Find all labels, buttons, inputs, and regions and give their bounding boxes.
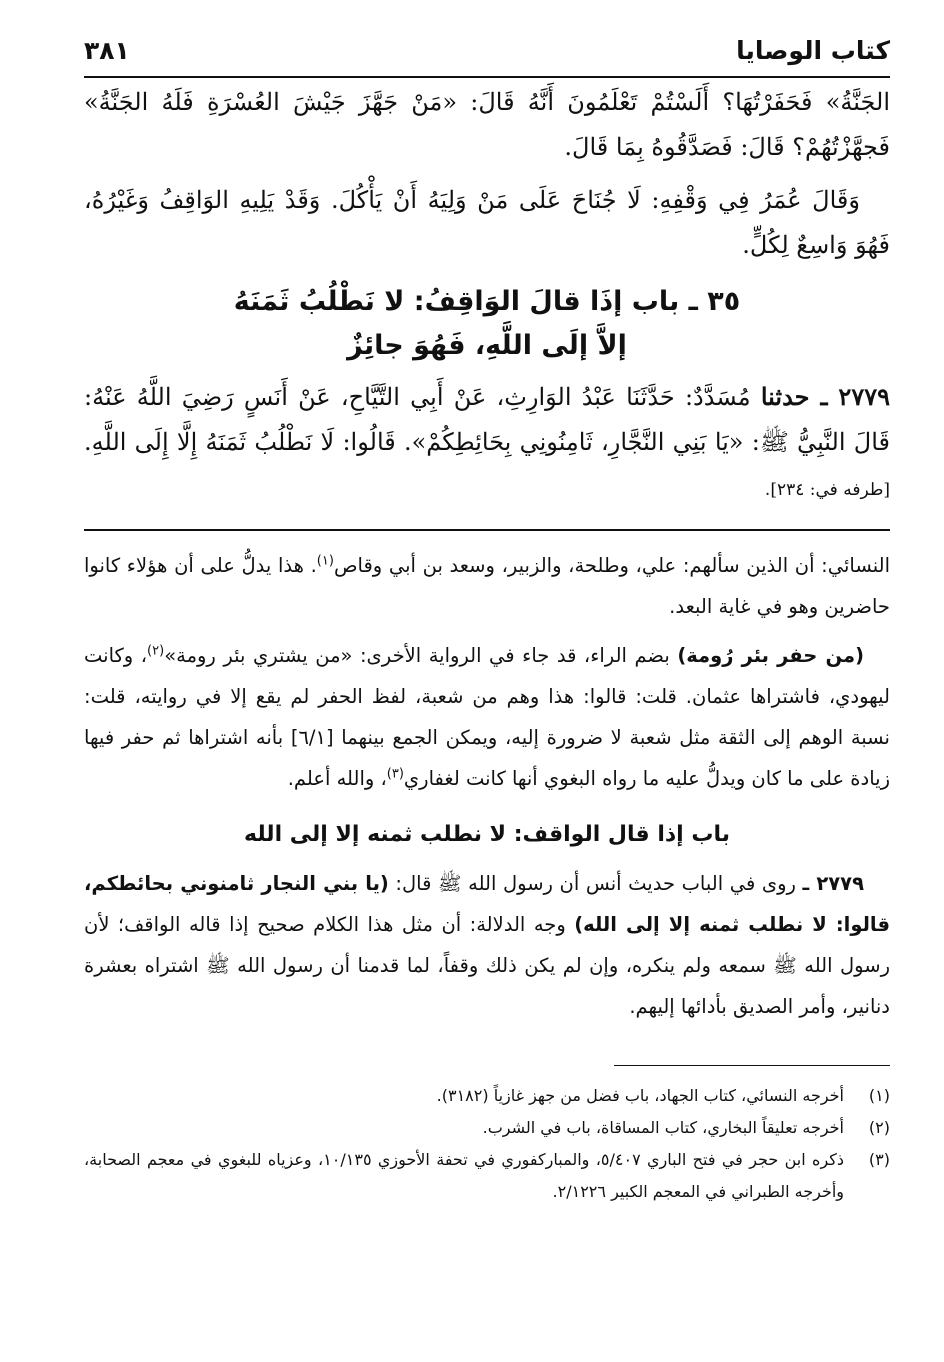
commentary-text: وجه الدلالة: أن مثل هذا الكلام صحيح إذا قاله الواقف؛ لأن رسول الله ﷺ سمعه ولم ينكره، وإن لم يكن ذلك وقفاً، لما قدمنا أن رسول الله ﷺ اشتراه بعشرة دنانير، وأمر الصديق بأدائها إليهم.: [84, 913, 890, 1018]
hadith-paragraph: [84, 374, 890, 513]
footnotes: [84, 1080, 890, 1208]
commentary-text: ، وكانت ليهودي، فاشتراها عثمان. قلت: قالوا: هذا وهم من شعبة، لفظ الحفر لم يقع إلا في روايته، قلت: نسبة الوهم إلى الثقة مثل شعبة لا ضرورة إليه، ويمكن الجمع بينهما [٦/١] بأنه اشتراها ثم حفر فيها زيادة على ما كان ويدلُّ عليه ما رواه البغوي أنها كانت لغفاري: [84, 644, 890, 790]
book-title: كتاب الوصايا: [736, 36, 890, 65]
commentary-bold-phrase: (من حفر بئر رُومة): [677, 644, 864, 667]
hadith-cross-ref: [طرفه في: ٢٣٤].: [764, 480, 890, 500]
footnote-number: (١): [868, 1086, 890, 1105]
hadith-text: مُسَدَّدٌ: حَدَّثَنَا عَبْدُ الوَارِثِ، عَنْ أَبِي التَّيَّاحِ، عَنْ أَنَسٍ رَضِيَ اللَّهُ عَنْهُ: قَالَ النَّبِيُّ ﷺ: «يَا بَنِي النَّجَّارِ، ثَامِنُونِي بِحَائِطِكُمْ». قَالُوا: لَا نَطْلُبُ ثَمَنَهُ إِلَّا إِلَى اللَّهِ.: [84, 383, 890, 456]
footnote-divider: [614, 1065, 890, 1066]
footnote-ref-3[interactable]: (٣): [386, 766, 404, 782]
commentary-paragraph-2: [84, 635, 890, 799]
commentary-text: . هذا يدلُّ على أن هؤلاء كانوا حاضرين وهو في غاية البعد.: [84, 554, 890, 618]
commentary-hadith-number: ٢٧٧٩ ـ: [802, 872, 864, 895]
commentary-text: بضم الراء، قد جاء في الرواية الأخرى: «من يشتري بئر رومة»: [164, 644, 670, 667]
chapter-heading-line-2: إلاَّ إلَى اللَّهِ، فَهُوَ جائِزٌ: [347, 330, 627, 361]
hadith-number: ٢٧٧٩ ـ حدثنا: [760, 382, 890, 411]
footnote-text: أخرجه النسائي، كتاب الجهاد، باب فضل من جهز غازياً (٣١٨٢).: [436, 1086, 844, 1105]
commentary-bold-phrase: (يا بني النجار ثامنوني بحائطكم، قالوا: لا نطلب ثمنه إلا إلى الله): [84, 872, 890, 936]
chapter-heading-line-1: ٣٥ ـ باب إذَا قالَ الوَاقِفُ: لا نَطْلُبُ ثَمَنَهُ: [233, 286, 741, 317]
commentary-text: ، والله أعلم.: [287, 767, 387, 790]
footnote-text: ذكره ابن حجر في فتح الباري ٥/٤٠٧، والمباركفوري في تحفة الأحوزي ١٠/١٣٥، وعزياه للبغوي في معجم الصحابة، وأخرجه الطبراني في المعجم الكبير ٢/١٢٢٦.: [84, 1150, 845, 1201]
commentary-text: النسائي: أن الذين سألهم: علي، وطلحة، والزبير، وسعد بن أبي وقاص: [333, 554, 891, 577]
footnote-item: [84, 1144, 890, 1208]
footnote-ref-2[interactable]: (٢): [147, 643, 165, 659]
page-number: ٣٨١: [84, 36, 130, 65]
book-page: [84, 30, 890, 1208]
header-rule: [84, 76, 890, 78]
chapter-heading: [84, 280, 890, 368]
matn-section: [84, 80, 890, 513]
footnote-item: [84, 1080, 890, 1112]
commentary-chapter-heading: باب إذا قال الواقف: لا نطلب ثمنه إلا إلى الله: [243, 822, 730, 847]
footnote-ref-1[interactable]: (١): [316, 553, 334, 569]
matn-paragraph-2: وَقَالَ عُمَرُ فِي وَقْفِهِ: لَا جُنَاحَ عَلَى مَنْ وَلِيَهُ أَنْ يَأْكُلَ. وَقَدْ يَلِيهِ الوَاقِفُ وَغَيْرُهُ، فَهُوَ وَاسِعٌ لِكُلٍّ.: [84, 186, 890, 259]
footnote-number: (٢): [868, 1118, 890, 1137]
commentary-paragraph-1: [84, 545, 890, 627]
commentary-text: روى في الباب حديث أنس أن رسول الله ﷺ قال:: [395, 872, 796, 895]
footnote-item: [84, 1112, 890, 1144]
commentary-paragraph-3: [84, 863, 890, 1027]
matn-paragraph-1: الجَنَّةُ» فَحَفَرْتُهَا؟ أَلَسْتُمْ تَعْلَمُونَ أَنَّهُ قَالَ: «مَنْ جَهَّزَ جَيْشَ العُسْرَةِ فَلَهُ الجَنَّةُ» فَجهَّزْتُهُمْ؟ قَالَ: فَصَدَّقُوهُ بِمَا قَالَ.: [84, 88, 890, 161]
section-divider: [84, 529, 890, 531]
footnote-text: أخرجه تعليقاً البخاري، كتاب المساقاة، باب في الشرب.: [482, 1118, 844, 1137]
footnote-number: (٣): [868, 1150, 890, 1169]
commentary-section: [84, 545, 890, 1027]
page-header: [84, 30, 890, 80]
